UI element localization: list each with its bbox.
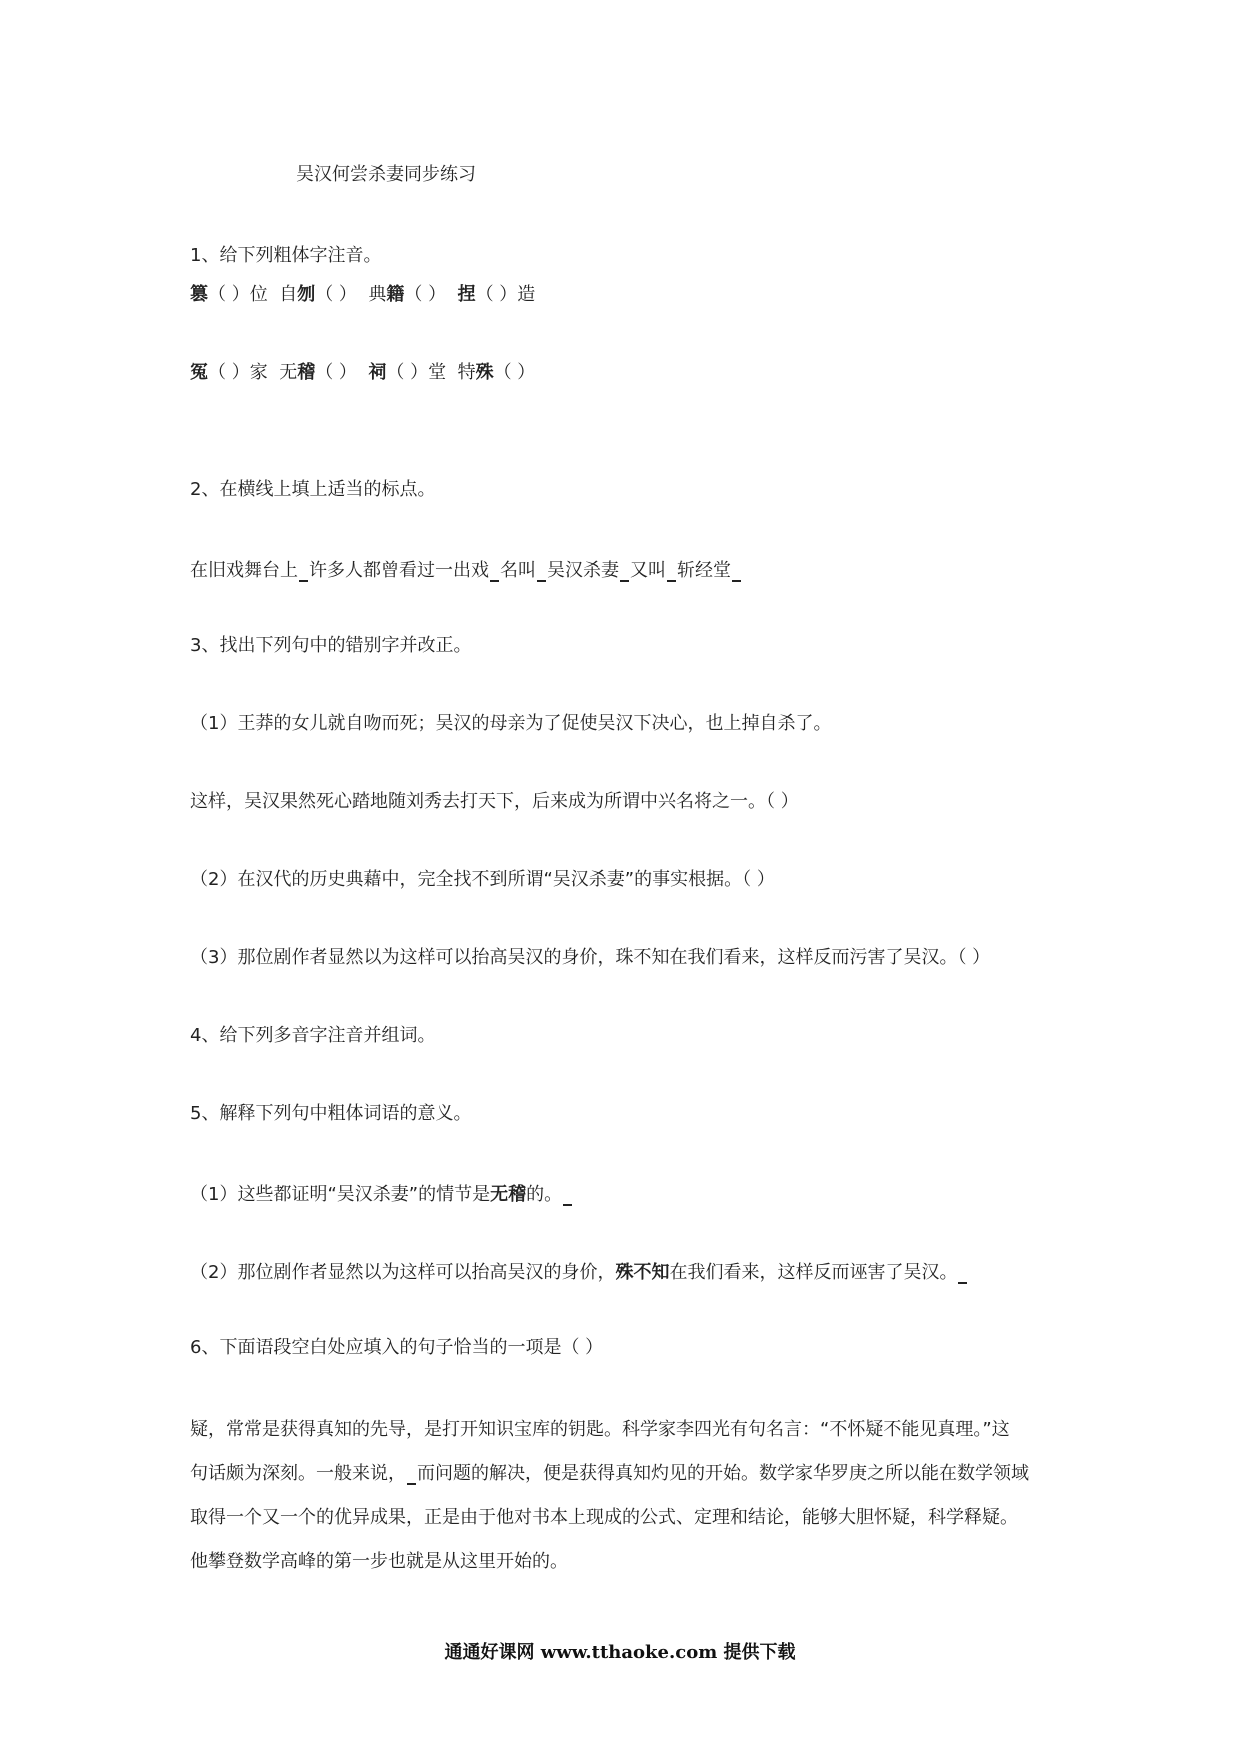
- q2-seg-2: 许多人都曾看过一出戏: [309, 560, 489, 581]
- footer-source: 通通好课网 www.tthaoke.com 提供下载: [444, 1642, 796, 1663]
- q1-r1-w1-bold: 篡: [190, 284, 208, 305]
- q1-prompt: 1、给下列粗体字注音。: [190, 245, 382, 266]
- q6-l2-post: 而问题的解决，便是获得真知灼见的开始。数学家华罗庚之所以能在数学领域: [417, 1463, 1029, 1484]
- q6-passage-line-3: 取得一个又一个的优异成果，正是由于他对书本上现成的公式、定理和结论，能够大胆怀疑，科学释疑。: [190, 1507, 1018, 1528]
- q6-l2-pre: 句话颇为深刻。一般来说，: [190, 1463, 406, 1484]
- q5-s2-post: 在我们看来，这样反而诬害了吴汉。: [669, 1262, 958, 1283]
- q2-seg-1: 在旧戏舞台上: [190, 560, 298, 581]
- q5-sentence-2: [190, 1258, 968, 1285]
- q3-sentence-1a: （1）王莽的女儿就自吻而死；吴汉的母亲为了促使吴汉下决心，也上掉自杀了。: [190, 713, 832, 734]
- q1-r1-w2-bold: 刎: [297, 284, 316, 305]
- q5-sentence-1: [190, 1180, 573, 1207]
- q6-prompt: 6、下面语段空白处应填入的句子恰当的一项是（ ）: [190, 1337, 604, 1358]
- q2-blank-2[interactable]: [490, 556, 499, 582]
- q5-s2-bold: 殊不知: [615, 1262, 670, 1283]
- q1-r1-w4-bold: 捏: [457, 284, 476, 305]
- q6-passage-line-2: [190, 1452, 1060, 1496]
- q1-r2-w2-rest: （ ）: [315, 362, 357, 383]
- q3-prompt: 3、找出下列句中的错别字并改正。: [190, 635, 472, 656]
- q5-s2-pre: （2）那位剧作者显然以为这样可以抬高吴汉的身价，: [190, 1262, 616, 1283]
- q2-sentence: [190, 556, 742, 583]
- q5-s1-answer-blank[interactable]: [563, 1180, 572, 1206]
- q1-r1-w3-bold: 籍: [386, 284, 405, 305]
- q5-s1-pre: （1）这些都证明“吴汉杀妻”的情节是: [190, 1184, 491, 1205]
- q5-s2-answer-blank[interactable]: [958, 1258, 967, 1284]
- q3-sentence-3: （3）那位剧作者显然以为这样可以抬高吴汉的身价，珠不知在我们看来，这样反而污害了吴汉。（ ）: [190, 947, 991, 968]
- q1-r2-w2-pre: 无: [279, 362, 298, 383]
- q2-prompt: 2、在横线上填上适当的标点。: [190, 479, 436, 500]
- q3-sentence-1b: 这样，吴汉果然死心踏地随刘秀去打天下，后来成为所谓中兴名将之一。（ ）: [190, 791, 799, 812]
- q1-r1-w4-rest: （ ）造: [475, 284, 536, 305]
- q1-r2-w2-bold: 稽: [297, 362, 316, 383]
- q4-prompt: 4、给下列多音字注音并组词。: [190, 1025, 436, 1046]
- q2-seg-3: 名叫: [500, 560, 536, 581]
- q1-r2-w1-rest: （ ）家: [208, 362, 268, 383]
- q6-passage-line-4: 他攀登数学高峰的第一步也就是从这里开始的。: [190, 1551, 568, 1572]
- q2-seg-5: 又叫: [630, 560, 666, 581]
- q5-prompt: 5、解释下列句中粗体词语的意义。: [190, 1103, 472, 1124]
- q6-passage-blank[interactable]: [407, 1459, 416, 1485]
- q1-r1-w2-pre: 自: [279, 284, 298, 305]
- q6-passage: [190, 1408, 1060, 1584]
- q1-r1-w3-pre: 典: [368, 284, 387, 305]
- q5-s1-bold: 无稽: [490, 1184, 527, 1205]
- q5-s1-post: 的。: [526, 1184, 563, 1205]
- q3-sentence-2: （2）在汉代的历史典藉中，完全找不到所谓“吴汉杀妻”的事实根据。（ ）: [190, 869, 775, 890]
- q1-r1-w3-rest: （ ）: [404, 284, 447, 305]
- q6-passage-line-1: 疑，常常是获得真知的先导，是打开知识宝库的钥匙。科学家李四光有句名言：“不怀疑不能见真理。”这: [190, 1419, 1010, 1440]
- q2-seg-6: 斩经堂: [677, 560, 731, 581]
- q2-blank-4[interactable]: [620, 556, 629, 582]
- q1-r1-w2-rest: （ ）: [315, 284, 357, 305]
- page-title: 吴汉何尝杀妻同步练习: [296, 164, 476, 185]
- q2-blank-5[interactable]: [667, 556, 676, 582]
- q1-row-1: [190, 283, 535, 307]
- q1-r2-w4-rest: （ ）: [493, 362, 536, 383]
- q1-r2-w3-bold: 祠: [368, 362, 387, 383]
- q1-r1-w1-rest: （ ）位: [208, 284, 268, 305]
- q1-row-2: [190, 361, 535, 385]
- q2-blank-3[interactable]: [537, 556, 546, 582]
- q2-seg-4: 吴汉杀妻: [547, 560, 619, 581]
- q2-blank-1[interactable]: [299, 556, 308, 582]
- q1-r2-w3-rest: （ ）堂: [386, 362, 447, 383]
- q1-r2-w4-pre: 特: [457, 362, 476, 383]
- q1-r2-w4-bold: 殊: [475, 362, 494, 383]
- q1-r2-w1-bold: 冤: [190, 362, 208, 383]
- q2-blank-6[interactable]: [732, 556, 741, 582]
